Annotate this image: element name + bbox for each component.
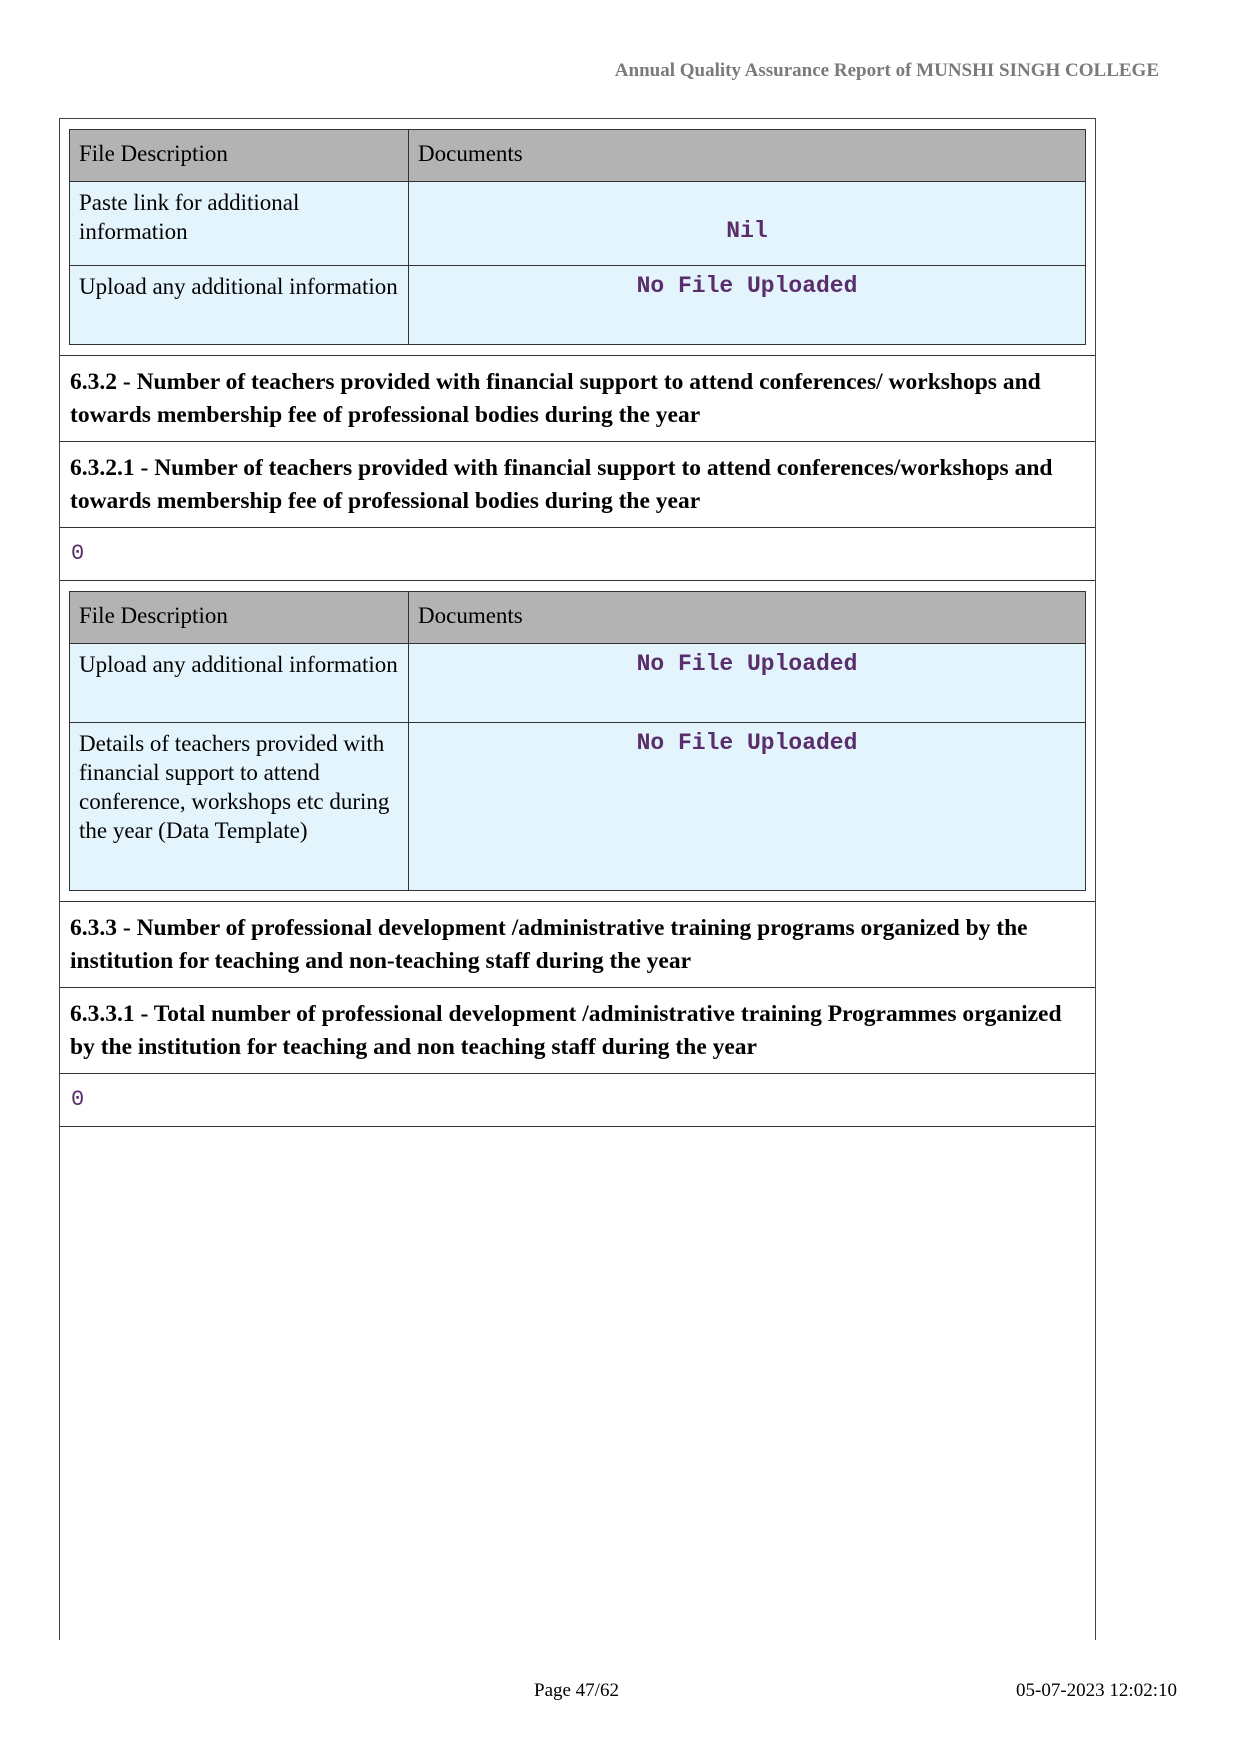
table-row xyxy=(70,723,1086,891)
report-header-title: Annual Quality Assurance Report of MUNSHI SINGH COLLEGE xyxy=(614,60,1159,81)
section-value-6-3-3-1: 0 xyxy=(60,1074,1095,1127)
column-header-documents: Documents xyxy=(409,130,1086,182)
file-description-table-2 xyxy=(69,591,1086,891)
document-cell xyxy=(409,182,1086,266)
file-table-block-1 xyxy=(60,119,1095,356)
table-row xyxy=(70,266,1086,345)
file-description-cell: Upload any additional information xyxy=(70,266,409,345)
column-header-file-description: File Description xyxy=(70,592,409,644)
file-description-cell: Upload any additional information xyxy=(70,644,409,723)
file-description-cell: Paste link for additional information xyxy=(70,182,409,266)
generated-timestamp: 05-07-2023 12:02:10 xyxy=(1016,1680,1177,1701)
document-upload-status[interactable]: No File Uploaded xyxy=(636,651,858,677)
document-cell xyxy=(409,723,1086,891)
page-number: Page 47/62 xyxy=(534,1680,619,1701)
document-link-value[interactable]: Nil xyxy=(726,218,768,244)
file-description-cell: Details of teachers provided with financial support to attend conference, workshops etc during the year (Data Template) xyxy=(70,723,409,891)
file-table-block-2 xyxy=(60,581,1095,902)
column-header-file-description: File Description xyxy=(70,130,409,182)
table-header-row xyxy=(70,592,1086,644)
document-upload-status[interactable]: No File Uploaded xyxy=(636,730,858,756)
table-row xyxy=(70,182,1086,266)
document-upload-status[interactable]: No File Uploaded xyxy=(636,273,858,299)
document-cell xyxy=(409,266,1086,345)
table-header-row xyxy=(70,130,1086,182)
table-row xyxy=(70,644,1086,723)
document-cell xyxy=(409,644,1086,723)
report-frame xyxy=(59,118,1096,1640)
column-header-documents: Documents xyxy=(409,592,1086,644)
section-heading-6-3-3-1: 6.3.3.1 - Total number of professional development /administrative training Programmes organized by the institution for teaching and non teaching staff during the year xyxy=(60,988,1095,1074)
file-description-table-1 xyxy=(69,129,1086,345)
section-heading-6-3-3: 6.3.3 - Number of professional development /administrative training programs organized by the institution for teaching and non-teaching staff during the year xyxy=(60,902,1095,988)
section-heading-6-3-2: 6.3.2 - Number of teachers provided with financial support to attend conferences/ workshops and towards membership fee of professional bodies during the year xyxy=(60,356,1095,442)
section-heading-6-3-2-1: 6.3.2.1 - Number of teachers provided with financial support to attend conferences/workshops and towards membership fee of professional bodies during the year xyxy=(60,442,1095,528)
section-value-6-3-2-1: 0 xyxy=(60,528,1095,581)
